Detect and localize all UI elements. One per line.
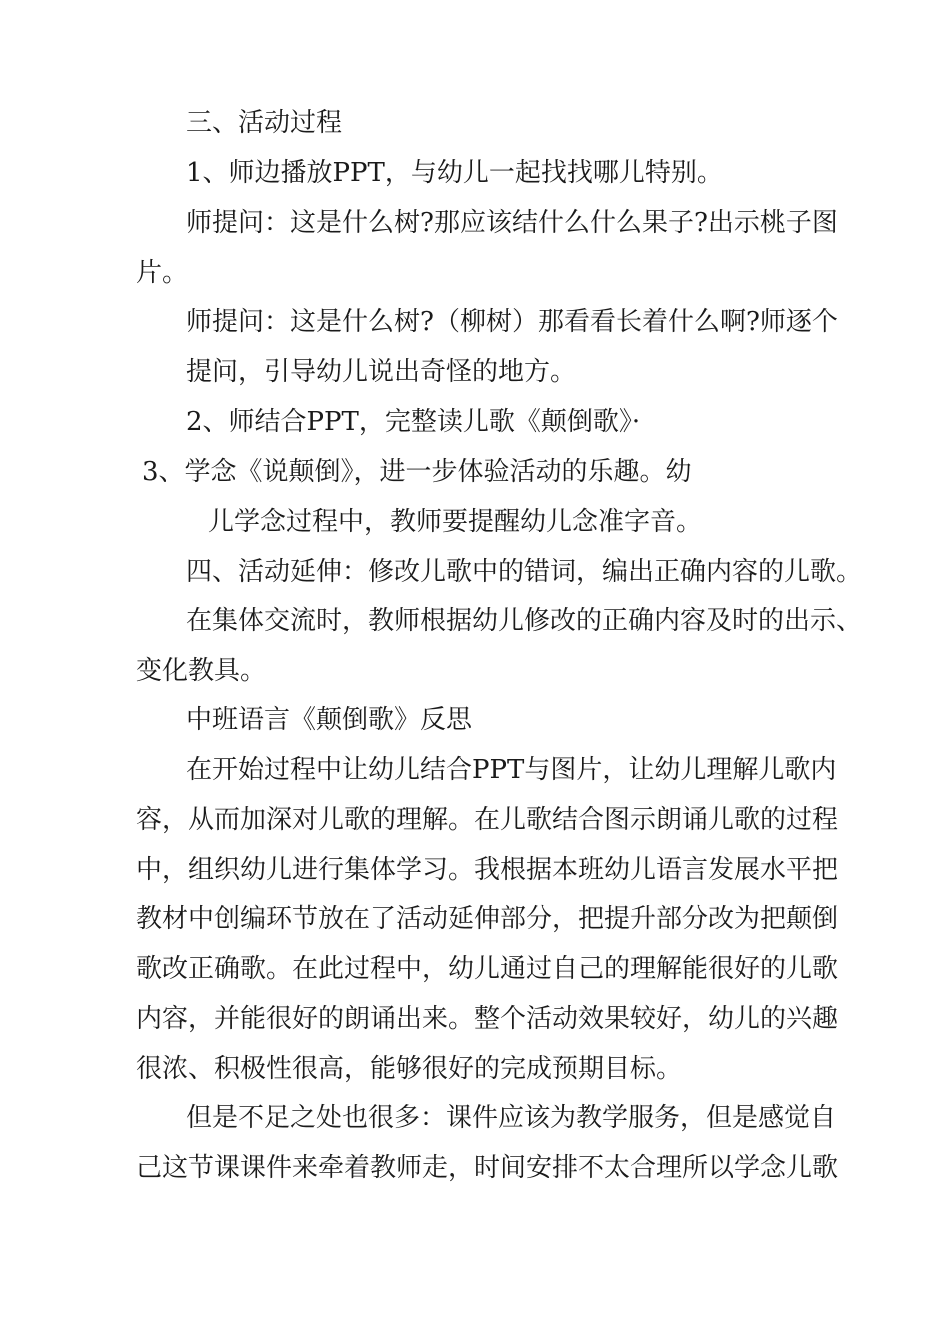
paragraph-line: 内容，并能很好的朗诵出来。整个活动效果较好，幼儿的兴趣: [136, 1004, 839, 1034]
paragraph-line: 教材中创编环节放在了活动延伸部分，把提升部分改为把颠倒: [136, 904, 839, 934]
paragraph-line: 己这节课课件来牵着教师走，时间安排不太合理所以学念儿歌: [136, 1153, 839, 1183]
paragraph-line: 片。: [136, 258, 189, 288]
reflection-title: 中班语言《颠倒歌》反思: [186, 705, 473, 735]
paragraph-line: 中，组织幼儿进行集体学习。我根据本班幼儿语言发展水平把: [136, 855, 839, 885]
section-heading-activity-extension: 四、活动延伸：修改儿歌中的错词，编出正确内容的儿歌。: [186, 557, 863, 587]
paragraph-line: 儿学念过程中，教师要提醒幼儿念准字音。: [208, 507, 703, 537]
paragraph-line: 师提问：这是什么树?那应该结什么什么果子?出示桃子图: [186, 208, 838, 238]
paragraph-line: 容，从而加深对儿歌的理解。在儿歌结合图示朗诵儿歌的过程: [136, 805, 839, 835]
paragraph-line: 但是不足之处也很多：课件应该为教学服务，但是感觉自: [186, 1103, 837, 1133]
paragraph-line: 在开始过程中让幼儿结合PPT与图片，让幼儿理解儿歌内: [186, 755, 837, 785]
paragraph-line: 变化教具。: [136, 656, 267, 686]
paragraph-line: 师提问：这是什么树?（柳树）那看看长着什么啊?师逐个: [186, 307, 838, 337]
paragraph-line: 很浓、积极性很高，能够很好的完成预期目标。: [136, 1054, 683, 1084]
section-heading-activity-process: 三、活动过程: [186, 108, 343, 138]
paragraph-line: 在集体交流时，教师根据幼儿修改的正确内容及时的出示、: [186, 606, 863, 636]
paragraph-line: 歌改正确歌。在此过程中，幼儿通过自己的理解能很好的儿歌: [136, 954, 839, 984]
paragraph-line: 提问，引导幼儿说出奇怪的地方。: [186, 357, 577, 387]
paragraph-line: 2、师结合PPT，完整读儿歌《颠倒歌》·: [186, 407, 641, 437]
paragraph-line: 1、师边播放PPT，与幼儿一起找找哪儿特别。: [186, 158, 723, 188]
paragraph-line: 3、学念《说颠倒》，进一步体验活动的乐趣。幼: [142, 457, 692, 487]
